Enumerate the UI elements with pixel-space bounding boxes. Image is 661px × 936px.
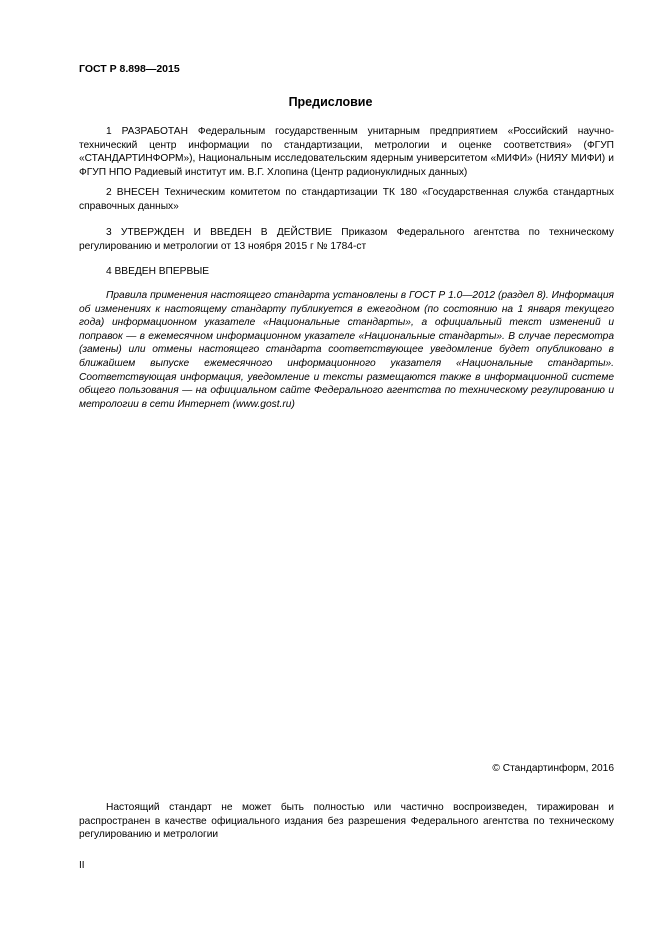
copyright-line: © Стандартинформ, 2016 bbox=[492, 763, 614, 774]
item-2-paragraph bbox=[79, 186, 614, 213]
item-4-text: 4 ВВЕДЕН ВПЕРВЫЕ bbox=[106, 266, 210, 277]
item-1-paragraph bbox=[79, 125, 614, 179]
reproduction-notice-text: Настоящий стандарт не может быть полностью или частично воспроизведен, тиражирован и распространен в качестве официального издания без разрешения Федерального агентства по техническому регулированию и метрологии bbox=[79, 802, 614, 841]
item-3-text: 3 УТВЕРЖДЕН И ВВЕДЕН В ДЕЙСТВИЕ Приказом Федерального агентства по техническому регулированию и метрологии от 13 ноября 2015 г № 1784-ст bbox=[79, 227, 614, 252]
reproduction-notice bbox=[79, 801, 614, 842]
rules-note-text: Правила применения настоящего стандарта установлены в ГОСТ Р 1.0—2012 (раздел 8). Информация об изменениях к настоящему стандарту публикуется в ежегодном (по состоянию на 1 января текущего года) информационном указателе «Национальные стандарты», а официальный текст изменений и поправок — в ежемесячном информационном указателе «Национальные стандарты». В случае пересмотра (замены) или отмены настоящего стандарта соответствующее уведомление будет опубликовано в ближайшем выпуске ежемесячного информационного указателя «Национальные стандарты». Соответствующая информация, уведомление и тексты размещаются также в информационной системе общего пользования — на официальном сайте Федерального агентства по техническому регулированию и метрологии в сети Интернет (www.gost.ru) bbox=[79, 290, 614, 410]
item-4-paragraph bbox=[79, 265, 614, 279]
item-2-text: 2 ВНЕСЕН Техническим комитетом по стандартизации ТК 180 «Государственная служба стандартных справочных данных» bbox=[79, 187, 614, 212]
page-title: Предисловие bbox=[288, 95, 373, 109]
item-3-paragraph bbox=[79, 226, 614, 253]
document-code-header: ГОСТ Р 8.898—2015 bbox=[79, 63, 180, 75]
page-number: II bbox=[79, 860, 85, 871]
item-1-text: 1 РАЗРАБОТАН Федеральным государственным унитарным предприятием «Российский научно-технический центр информации по стандартизации, метрологии и оценке соответствия» (ФГУП «СТАНДАРТИНФОРМ»), Национальным исследовательским ядерным университетом «МИФИ» (НИЯУ МИФИ) и ФГУП НПО Радиевый институт им. В.Г. Хлопина (Центр радионуклидных данных) bbox=[79, 126, 614, 178]
rules-note-paragraph bbox=[79, 289, 614, 411]
